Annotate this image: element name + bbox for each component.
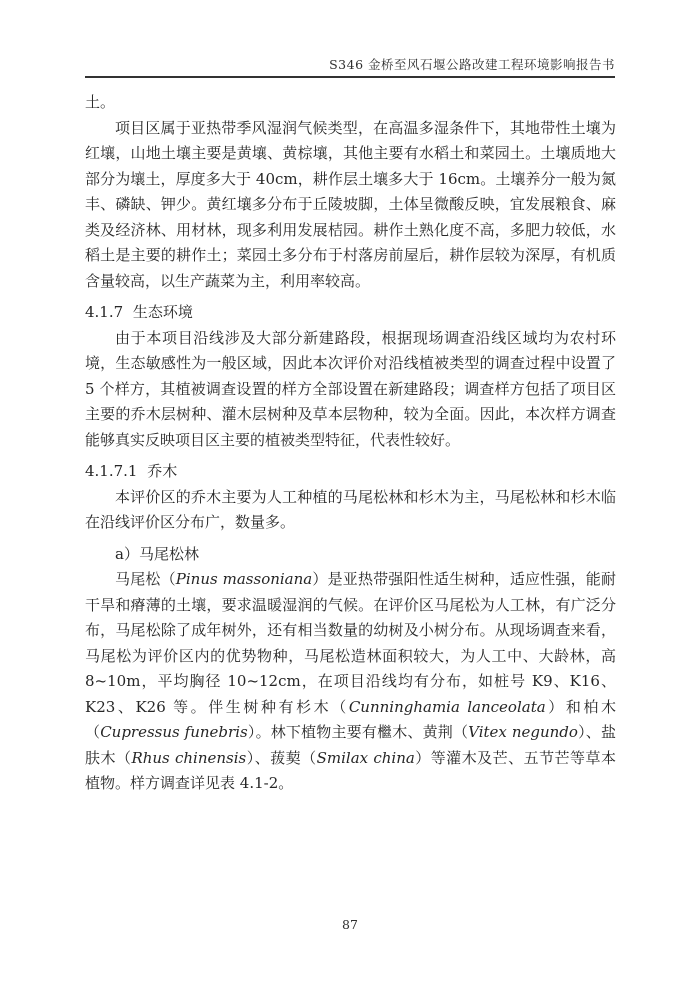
document-body bbox=[85, 90, 616, 797]
paragraph-carryover: 土。 bbox=[85, 93, 116, 111]
page-header bbox=[85, 0, 615, 78]
section-number: 4.1.7 bbox=[85, 303, 124, 321]
section-title: 生态环境 bbox=[132, 303, 193, 321]
paragraph-ecology: 由于本项目沿线涉及大部分新建路段，根据现场调查沿线区域均为农村环境，生态敏感性为一般区域，因此本次评价对沿线植被类型的调查过程中设置了 5 个样方，其植被调查设置的样方全部设置在新建路段；调查样方包括了项目区主要的乔木层树种、灌木层树种及草本层物种，较为全面。因此，本次样方调查能够真实反映项目区主要的植被类型特征，代表性较好。 bbox=[85, 328, 616, 449]
paragraph-soil: 项目区属于亚热带季风湿润气候类型，在高温多湿条件下，其地带性土壤为红壤，山地土壤主要是黄壤、黄棕壤，其他主要有水稻土和菜园土。土壤质地大部分为壤土，厚度多大于 40cm，耕作层土壤多大于 16cm。土壤养分一般为氮丰、磷缺、钾少。黄红壤多分布于丘陵坡脚，土体呈微酸反映，宜发展粮食、麻类及经济林、用材林，现多利用发展桔园。耕作土熟化度不高，多肥力较低，水稻土是主要的耕作土；菜园土多分布于村落房前屋后，耕作层较为深厚，有机质含量较高，以生产蔬菜为主，利用率较高。 bbox=[85, 118, 616, 290]
page-number: 87 bbox=[342, 917, 358, 932]
section-title: 乔木 bbox=[147, 462, 178, 480]
page-footer bbox=[0, 917, 700, 932]
paragraph-arbor: 本评价区的乔木主要为人工种植的马尾松林和杉木为主，马尾松林和杉木临在沿线评价区分布广，数量多。 bbox=[85, 487, 616, 531]
list-item-a-masson-pine: a）马尾松林 bbox=[115, 544, 199, 563]
paragraph-masson-pine: 马尾松（Pinus massoniana）是亚热带强阳性适生树种，适应性强，能耐干旱和瘠薄的土壤，要求温暖湿润的气候。在评价区马尾松为人工林，有广泛分布，马尾松除了成年树外，还有相当数量的幼树及小树分布。从现场调查来看，马尾松为评价区内的优势物种，马尾松造林面积较大，为人工中、大龄林，高 8~10m，平均胸径 10~12cm，在项目沿线均有分布，如桩号 K9、K16、K23、K26 等。伴生树种有杉木（Cunninghamia lanceolata）和柏木（Cupressus funebris）。林下植物主要有檵木、黄荆（Vitex negundo）、盐肤木（Rhus chinensis）、菝葜（Smilax china）等灌木及芒、五节芒等草本植物。样方调查详见表 4.1-2。 bbox=[85, 570, 616, 792]
section-number: 4.1.7.1 bbox=[85, 462, 138, 480]
header-title: S346 金桥至风石堰公路改建工程环境影响报告书 bbox=[329, 56, 615, 72]
section-heading-4-1-7-1 bbox=[85, 459, 616, 485]
section-heading-4-1-7 bbox=[85, 300, 616, 326]
